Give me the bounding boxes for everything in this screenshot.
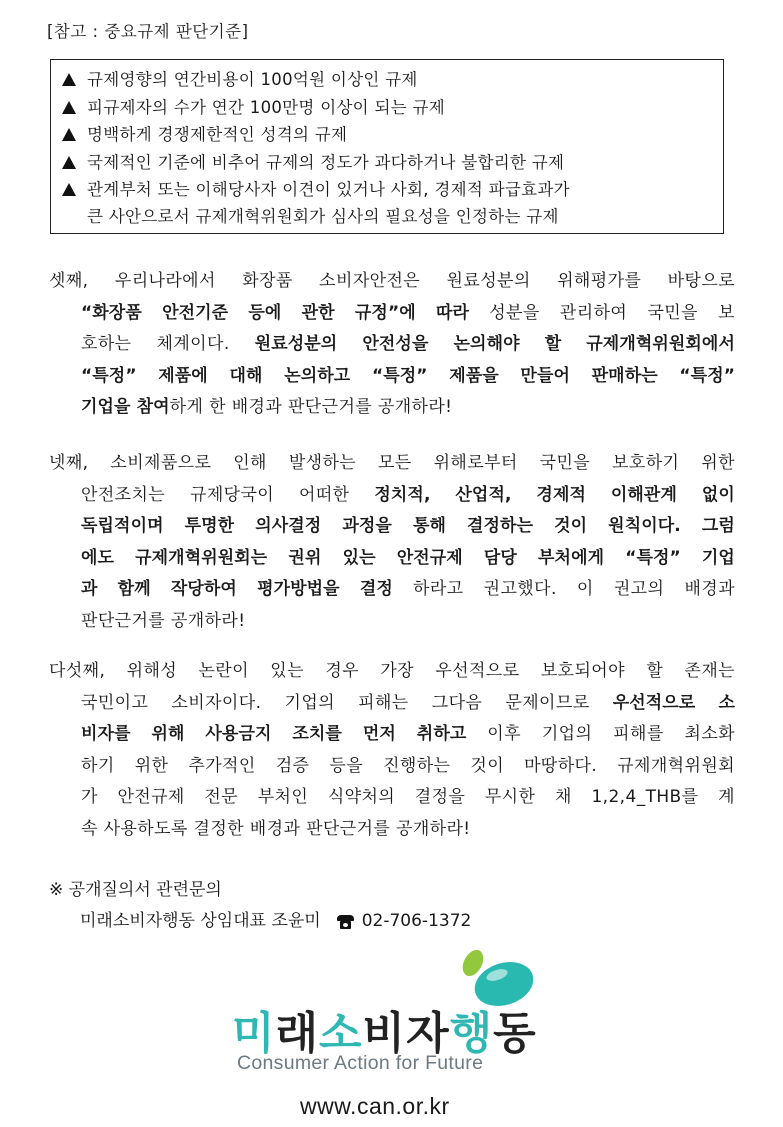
bold-word: 결정하는 bbox=[467, 516, 534, 536]
paragraph-line bbox=[49, 688, 735, 720]
bold-text: 기업을 참여 bbox=[81, 397, 170, 417]
body-word: 마땅하다. bbox=[524, 755, 598, 776]
body-word: 체계이다. bbox=[156, 334, 230, 354]
paragraph-line bbox=[49, 543, 735, 575]
body-word: 위해성 bbox=[126, 661, 178, 681]
body-word: 위한 bbox=[701, 453, 735, 473]
criteria-item bbox=[62, 121, 723, 149]
bold-word: 통해 bbox=[412, 516, 446, 536]
body-text: 판단근거를 공개하라! bbox=[81, 610, 246, 631]
bold-word: 산업적, bbox=[455, 484, 512, 505]
body-word: 배경과 bbox=[684, 579, 735, 599]
body-word: 화장품 bbox=[242, 271, 293, 291]
bold-word: 함께 bbox=[117, 579, 151, 599]
section-fifth bbox=[49, 656, 735, 845]
contact-person: 미래소비자행동 상임대표 조윤미 bbox=[80, 911, 321, 931]
logo-korean-char: 동 bbox=[493, 1008, 537, 1059]
body-word: 셋째, bbox=[49, 271, 89, 291]
body-word: 식약처의 bbox=[327, 787, 396, 807]
body-word: 결정을 bbox=[414, 787, 466, 807]
paragraph-line bbox=[49, 480, 735, 512]
bold-word: 원료성분의 bbox=[254, 334, 338, 354]
bold-word: 기업 bbox=[701, 547, 735, 568]
paragraph-line bbox=[49, 448, 735, 480]
bold-word: 논의하고 bbox=[284, 365, 351, 386]
bold-word: 그럼 bbox=[701, 516, 735, 536]
body-word: 원료성분의 bbox=[446, 271, 531, 291]
body-word: 규제당국이 bbox=[190, 484, 275, 505]
logo-korean-char: 미 bbox=[232, 1008, 276, 1059]
body-word: 안전규제 bbox=[117, 787, 185, 807]
body-word: 있는 bbox=[270, 661, 304, 681]
bold-word: 논의해야 bbox=[453, 334, 520, 354]
criteria-box bbox=[50, 59, 724, 234]
criteria-item bbox=[62, 176, 723, 231]
criteria-item bbox=[62, 66, 723, 94]
body-word: 국민을 bbox=[539, 453, 591, 473]
bold-word: 취하고 bbox=[416, 724, 467, 744]
paragraph-line bbox=[49, 782, 735, 814]
paragraph-line bbox=[49, 329, 735, 361]
section-third bbox=[49, 266, 735, 424]
body-word: 우선적으로 bbox=[435, 661, 520, 681]
website-url[interactable]: www.can.or.kr bbox=[300, 1093, 450, 1119]
body-word: 진행하는 bbox=[383, 755, 451, 776]
telephone-icon bbox=[337, 915, 354, 929]
body-word: 채 bbox=[554, 787, 572, 807]
body-word: 규제개혁위원회 bbox=[617, 755, 735, 776]
body-word: 관리하여 bbox=[559, 302, 628, 323]
bold-word: 것이 bbox=[554, 516, 588, 536]
triangle-bullet-icon bbox=[62, 128, 76, 141]
body-word: 기업의 bbox=[284, 692, 335, 713]
body-word: 피해를 bbox=[613, 724, 664, 744]
logo-korean-char: 소 bbox=[319, 1008, 363, 1059]
bold-word: 만들어 bbox=[520, 365, 570, 386]
bold-word: 담당 bbox=[483, 547, 517, 568]
criteria-item bbox=[62, 149, 723, 177]
body-word: 가장 bbox=[380, 661, 414, 681]
organization-logo bbox=[227, 942, 547, 1082]
criteria-text: 규제영향의 연간비용이 100억원 이상인 규제 bbox=[87, 70, 418, 89]
bold-word: 안전성을 bbox=[362, 334, 429, 354]
body-word: 가 bbox=[81, 787, 98, 807]
body-word: 보 bbox=[718, 302, 735, 323]
paragraph-line bbox=[49, 814, 735, 846]
body-word: 권고의 bbox=[613, 579, 665, 599]
bold-word: 따라 bbox=[435, 302, 470, 323]
bold-word: 조치를 bbox=[292, 724, 342, 744]
logo-english-name: Consumer Action for Future bbox=[237, 1052, 484, 1074]
body-word: 존재는 bbox=[684, 661, 735, 681]
section-fourth bbox=[49, 448, 735, 637]
bold-word: 대해 bbox=[229, 365, 263, 386]
body-word: 권고했다. bbox=[483, 579, 557, 599]
paragraph-line bbox=[49, 392, 735, 424]
body-word: 보호되어야 bbox=[540, 661, 625, 681]
bold-word: 규제개혁위원회에서 bbox=[586, 334, 735, 354]
body-word: 위해로부터 bbox=[433, 453, 518, 473]
body-word: 1,2,4_THB를 bbox=[591, 787, 699, 807]
bold-word: 위해 bbox=[151, 724, 185, 744]
paragraph-line bbox=[49, 719, 735, 751]
bold-word: 원칙이다. bbox=[608, 516, 681, 536]
bold-word: 과정을 bbox=[342, 516, 392, 536]
criteria-text: 국제적인 기준에 비추어 규제의 정도가 과다하거나 불합리한 규제 bbox=[87, 152, 565, 172]
paragraph-line bbox=[49, 266, 735, 298]
bold-word: 비자를 bbox=[81, 724, 131, 744]
criteria-text: 명백하게 경쟁제한적인 성격의 규제 bbox=[87, 125, 348, 144]
bold-word: 없이 bbox=[701, 484, 735, 505]
paragraph-line bbox=[49, 574, 735, 606]
paragraph-line bbox=[49, 656, 735, 688]
body-word: 성분을 bbox=[489, 302, 540, 323]
bold-word: 소 bbox=[718, 692, 735, 713]
body-word: 할 bbox=[646, 661, 664, 681]
body-word: 호하는 bbox=[81, 334, 132, 354]
bold-word: “특정” bbox=[625, 547, 681, 568]
body-text: 속 사용하도록 결정한 배경과 판단근거를 공개하라! bbox=[81, 818, 471, 839]
bold-word: 투명한 bbox=[184, 516, 235, 536]
body-word: 계 bbox=[718, 787, 735, 807]
criteria-text: 피규제자의 수가 연간 100만명 이상이 되는 규제 bbox=[87, 97, 445, 117]
body-word: 모든 bbox=[378, 453, 412, 473]
body-word: 기업의 bbox=[541, 724, 593, 744]
bold-word: 부처에게 bbox=[538, 547, 605, 568]
bold-word: 판매하는 bbox=[591, 365, 658, 386]
bold-word: “화장품 bbox=[81, 302, 142, 323]
logo-korean-char: 비 bbox=[362, 1008, 407, 1059]
logo-korean-char: 자 bbox=[406, 1008, 450, 1059]
bold-word: 결정 bbox=[359, 579, 393, 599]
body-word: 이 bbox=[576, 579, 594, 599]
logo-korean-char: 행 bbox=[449, 1008, 494, 1059]
bold-word: 의사결정 bbox=[255, 516, 322, 536]
body-word: 그다음 bbox=[431, 692, 483, 713]
bold-word: 먼저 bbox=[362, 724, 396, 744]
body-word: 우리나라에서 bbox=[114, 271, 216, 291]
body-word: 위해평가를 bbox=[557, 271, 642, 291]
paragraph-line bbox=[49, 511, 735, 543]
bold-word: 규정”에 bbox=[354, 302, 416, 323]
body-word: 등을 bbox=[329, 755, 364, 776]
body-word: 이후 bbox=[487, 724, 521, 744]
body-word: 어떠한 bbox=[299, 484, 350, 505]
bold-word: 있는 bbox=[342, 547, 376, 568]
body-word: 검증 bbox=[275, 755, 310, 776]
bold-word: “특정” bbox=[371, 365, 428, 386]
bold-word: 과 bbox=[81, 579, 98, 599]
body-word: 하라고 bbox=[413, 579, 464, 599]
triangle-bullet-icon bbox=[62, 156, 76, 169]
body-word: 피해는 bbox=[358, 692, 409, 713]
body-word: 인해 bbox=[233, 453, 267, 473]
paragraph-line bbox=[49, 606, 735, 638]
bold-word: 규제개혁위원회는 bbox=[135, 547, 268, 568]
body-word: 전문 bbox=[204, 787, 239, 807]
contact-heading: ※ 공개질의서 관련문의 bbox=[49, 880, 222, 900]
triangle-bullet-icon bbox=[62, 101, 76, 114]
bold-word: 할 bbox=[544, 334, 562, 354]
body-word: 소비자이다. bbox=[171, 692, 262, 713]
bold-word: 안전기준 bbox=[162, 302, 229, 323]
body-word: 바탕으로 bbox=[667, 271, 735, 291]
body-word: 논란이 bbox=[198, 661, 249, 681]
bold-word: 에도 bbox=[81, 547, 115, 568]
triangle-bullet-icon bbox=[62, 73, 76, 86]
body-word: 보호하기 bbox=[612, 453, 680, 473]
bold-word: 평가방법을 bbox=[257, 579, 340, 599]
body-word: 국민이고 bbox=[81, 692, 149, 713]
paragraph-line bbox=[49, 298, 735, 330]
paragraph-line bbox=[49, 751, 735, 783]
body-word: 발생하는 bbox=[288, 453, 357, 473]
body-word: 추가적인 bbox=[188, 755, 256, 776]
contact-block bbox=[49, 875, 471, 937]
bold-word: 정치적, bbox=[374, 484, 431, 505]
body-word: 다섯째, bbox=[49, 661, 106, 681]
bold-word: “특정” bbox=[679, 365, 735, 386]
body-word: 무시한 bbox=[484, 787, 536, 807]
criteria-text: 관계부처 또는 이해당사자 이견이 있거나 사회, 경제적 파급효과가 bbox=[87, 180, 570, 199]
bold-word: 권위 bbox=[288, 547, 322, 568]
paragraph-line bbox=[49, 361, 735, 393]
bold-word: 작당하여 bbox=[170, 579, 237, 599]
reference-title: [참고 : 중요규제 판단기준] bbox=[47, 22, 249, 41]
bold-word: 안전규제 bbox=[396, 547, 463, 568]
triangle-bullet-icon bbox=[62, 183, 76, 196]
body-word: 것이 bbox=[470, 755, 505, 776]
bold-word: 제품을 bbox=[449, 365, 499, 386]
body-word: 넷째, bbox=[49, 453, 89, 473]
body-word: 문제이므로 bbox=[505, 692, 590, 713]
bold-word: 관한 bbox=[301, 302, 335, 323]
body-word: 경우 bbox=[325, 661, 359, 681]
bold-word: “특정” bbox=[81, 365, 137, 386]
bold-word: 경제적 bbox=[536, 484, 586, 505]
body-word: 하기 bbox=[81, 755, 115, 776]
contact-phone: 02-706-1372 bbox=[361, 911, 472, 931]
body-word: 소비자안전은 bbox=[319, 271, 421, 291]
criteria-text: 큰 사안으로서 규제개혁위원회가 심사의 필요성을 인정하는 규제 bbox=[87, 207, 559, 226]
logo-korean-char: 래 bbox=[275, 1008, 320, 1059]
body-word: 위한 bbox=[134, 755, 169, 776]
bold-word: 이해관계 bbox=[610, 484, 677, 505]
contact-row bbox=[49, 906, 471, 937]
bold-word: 등에 bbox=[248, 302, 282, 323]
bold-word: 사용금지 bbox=[205, 724, 272, 744]
body-word: 부처인 bbox=[257, 787, 309, 807]
body-word: 안전조치는 bbox=[81, 484, 166, 505]
body-word: 국민을 bbox=[647, 302, 698, 323]
bold-word: 제품에 bbox=[158, 365, 208, 386]
body-text: 하게 한 배경과 판단근거를 공개하라! bbox=[169, 397, 453, 417]
body-word: 최소화 bbox=[684, 724, 735, 744]
criteria-item bbox=[62, 94, 723, 122]
body-word: 소비제품으로 bbox=[110, 453, 212, 473]
bold-word: 독립적이며 bbox=[81, 516, 164, 536]
bold-word: 우선적으로 bbox=[612, 692, 696, 713]
